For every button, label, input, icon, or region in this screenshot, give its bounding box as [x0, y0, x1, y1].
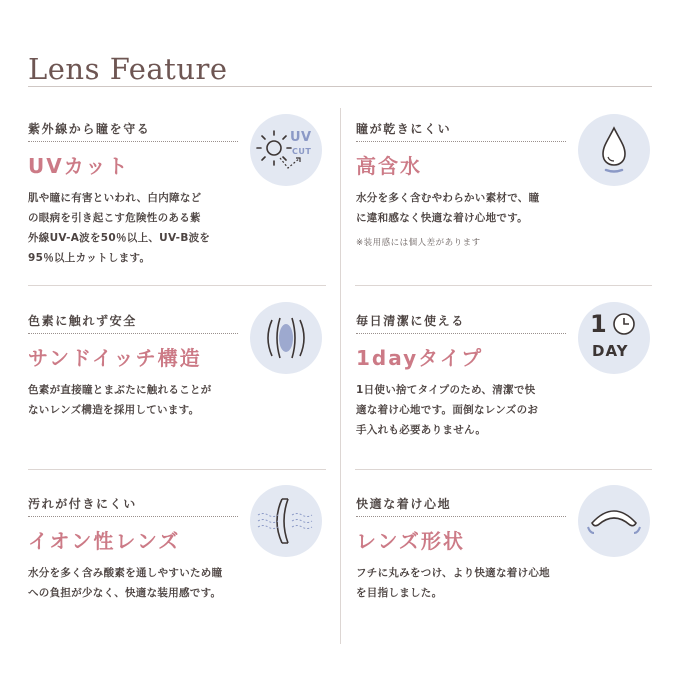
row-divider-left-2: [28, 469, 326, 470]
description-line: を目指しました。: [356, 587, 443, 599]
feature-heading: UVカット: [28, 154, 130, 178]
day-word: DAY: [592, 342, 629, 360]
clock-1day-icon: [578, 302, 650, 374]
dotted-divider: [356, 333, 566, 334]
lens-layers-icon: [250, 302, 322, 374]
page-title: Lens Feature: [28, 52, 228, 86]
feature-description: [28, 380, 248, 420]
feature-subtitle: 紫外線から瞳を守る: [28, 122, 151, 136]
description-line: に違和感なく快適な着け心地です。: [356, 212, 528, 224]
uv-cut-label: CUT: [292, 147, 312, 156]
description-line: 外線UV-A波を50％以上、UV-B波を: [28, 232, 211, 244]
row-divider-right-1: [355, 285, 652, 286]
dotted-divider: [28, 141, 238, 142]
description-line: ないレンズ構造を採用しています。: [28, 404, 200, 416]
description-line: 肌や瞳に有害といわれ、白内障など: [28, 192, 202, 204]
feature-heading: サンドイッチ構造: [28, 346, 202, 370]
row-divider-left-1: [28, 285, 326, 286]
dotted-divider: [28, 333, 238, 334]
feature-heading: イオン性レンズ: [28, 529, 181, 553]
feature-description: [28, 563, 248, 603]
feature-description: [356, 563, 576, 603]
description-line: の眼病を引き起こす危険性のある紫: [28, 212, 201, 224]
feature-description: [356, 380, 576, 440]
feature-subtitle: 毎日清潔に使える: [356, 314, 465, 328]
dotted-divider: [28, 516, 238, 517]
description-line: 水分を多く含むやわらかい素材で、瞳: [356, 192, 540, 204]
description-line: 95％以上カットします。: [28, 252, 151, 264]
feature-subtitle: 瞳が乾きにくい: [356, 122, 452, 136]
row-divider-right-2: [355, 469, 652, 470]
lens-curve-icon: [578, 485, 650, 557]
lens-side-wave-icon: [250, 485, 322, 557]
feature-description: [356, 188, 576, 228]
description-line: フチに丸みをつけ、より快適な着け心地: [356, 567, 550, 579]
day-number: 1: [590, 310, 607, 338]
description-line: への負担が少なく、快適な装用感です。: [28, 587, 222, 599]
feature-heading: 高含水: [356, 154, 422, 178]
column-divider: [340, 108, 341, 644]
feature-subtitle: 快適な着け心地: [356, 497, 452, 511]
feature-subtitle: 汚れが付きにくい: [28, 497, 137, 511]
description-line: 色素が直接瞳とまぶたに触れることが: [28, 384, 212, 396]
description-line: 1日使い捨てタイプのため、清潔で快: [356, 384, 536, 396]
title-divider: [28, 86, 652, 87]
feature-heading: 1dayタイプ: [356, 346, 484, 370]
description-line: 適な着け心地です。面倒なレンズのお: [356, 404, 539, 416]
sun-uv-cut-icon: [250, 114, 322, 186]
dotted-divider: [356, 141, 566, 142]
feature-subtitle: 色素に触れず安全: [28, 314, 137, 328]
uv-label: UV: [290, 130, 312, 145]
feature-note: ※装用感には個人差があります: [356, 238, 481, 248]
feature-description: [28, 188, 248, 268]
water-drop-icon: [578, 114, 650, 186]
description-line: 水分を多く含み酸素を通しやすいため瞳: [28, 567, 223, 579]
description-line: 手入れも必要ありません。: [356, 424, 487, 436]
feature-heading: レンズ形状: [356, 529, 465, 553]
dotted-divider: [356, 516, 566, 517]
